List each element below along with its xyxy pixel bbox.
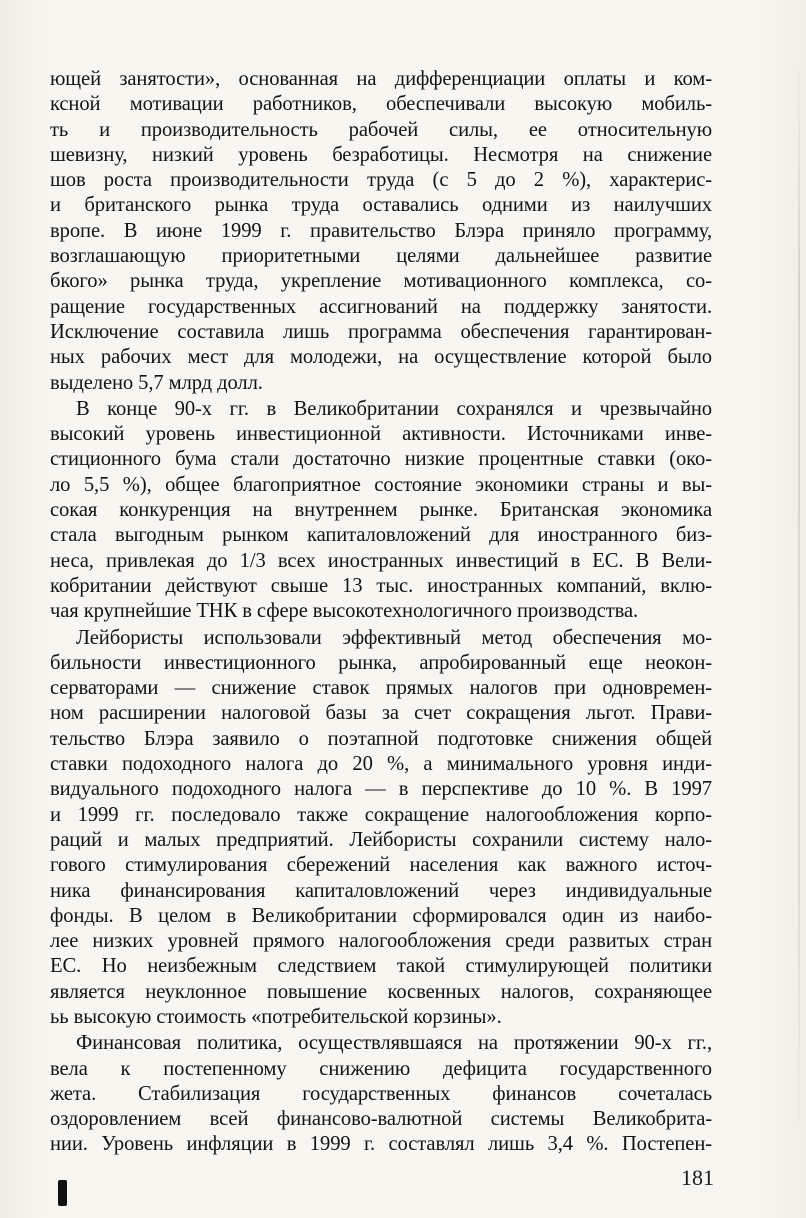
- page-number: 181: [681, 1165, 714, 1190]
- paragraph-labor-market: [50, 67, 712, 396]
- text-line: и 1999 гг. последовало также сокращение налогообложения корпо-: [50, 803, 712, 826]
- text-line: В конце 90-х гг. в Великобритании сохранялся и чрезвычайно: [76, 397, 712, 420]
- text-line: Исключение составила лишь программа обеспечения гарантирован-: [50, 320, 712, 343]
- text-line: ЕС. Но неизбежным следствием такой стимулирующей политики: [50, 955, 712, 978]
- text-line: ьь высокую стоимость «потребительской корзины».: [50, 1005, 502, 1028]
- text-line: тельство Блэра заявило о поэтапной подготовке снижения общей: [50, 727, 712, 750]
- text-line: шевизну, низкий уровень безработицы. Несмотря на снижение: [50, 143, 712, 166]
- text-line: видуального подоходного налога — в перспективе до 10 %. В 1997: [50, 778, 712, 801]
- text-line: нии. Уровень инфляции в 1999 г. составлял лишь 3,4 %. Постепен-: [50, 1133, 712, 1156]
- text-line: стиционного бума стали достаточно низкие процентные ставки (око-: [50, 448, 712, 471]
- text-line: серваторами — снижение ставок прямых налогов при одновремен-: [50, 677, 712, 700]
- text-line: вела к постепенному снижению дефицита государственного: [50, 1057, 712, 1080]
- text-line: оздоровлением всей финансово-валютной системы Великобрита-: [50, 1108, 712, 1131]
- text-line: вропе. В июне 1999 г. правительство Блэра приняло программу,: [50, 219, 712, 242]
- text-line: ло 5,5 %), общее благоприятное состояние экономики страны и вы-: [50, 473, 712, 496]
- text-line: раций и малых предприятий. Лейбористы сохранили систему нало-: [50, 828, 712, 851]
- text-line: кобритании действуют свыше 13 тыс. иностранных компаний, вклю-: [50, 574, 712, 597]
- text-line: лее низких уровней прямого налогообложения среди развитых стран: [50, 930, 712, 953]
- text-line: является неуклонное повышение косвенных налогов, сохраняющее: [50, 980, 712, 1003]
- text-line: ника финансирования капиталовложений через индивидуальные: [50, 879, 712, 902]
- text-line: стала выгодным рынком капиталовложений для иностранного биз-: [50, 524, 712, 547]
- page-edge-shadow: [798, 60, 800, 1140]
- text-line: бильности инвестиционного рынка, апробированный еще неокон-: [50, 651, 712, 674]
- scan-mark: [58, 1180, 67, 1206]
- text-line: ть и производительность рабочей силы, ее относительную: [50, 118, 712, 141]
- text-line: шов роста производительности труда (с 5 до 2 %), характерис-: [50, 169, 712, 192]
- text-line: ксной мотивации работников, обеспечивали высокую мобиль-: [50, 93, 712, 116]
- text-line: возглашающую приоритетными целями дальнейшее развитие: [50, 245, 712, 268]
- text-line: бкого» рынка труда, укрепление мотивационного комплекса, со-: [50, 270, 712, 293]
- text-line: и британского рынка труда оставались одними из наилучших: [50, 194, 712, 217]
- text-line: высокий уровень инвестиционной активности. Источниками инве-: [50, 423, 712, 446]
- text-line: ращение государственных ассигнований на поддержку занятости.: [50, 295, 712, 318]
- text-line: жета. Стабилизация государственных финансов сочеталась: [50, 1082, 712, 1105]
- text-line: неса, привлекая до 1/3 всех иностранных инвестиций в ЕС. В Вели-: [50, 549, 712, 572]
- paragraph-investment: [50, 397, 712, 625]
- body-text: [50, 67, 712, 1158]
- text-line: выделено 5,7 млрд долл.: [50, 371, 263, 394]
- text-line: ных рабочих мест для молодежи, на осуществление которой было: [50, 346, 712, 369]
- text-line: Лейбористы использовали эффективный метод обеспечения мо-: [76, 626, 712, 649]
- paragraph-tax-policy: [50, 626, 712, 1031]
- text-line: ставки подоходного налога до 20 %, а минимального уровня инди-: [50, 753, 712, 776]
- paragraph-financial-policy: [50, 1031, 712, 1157]
- text-line: ном расширении налоговой базы за счет сокращения льгот. Прави-: [50, 702, 712, 725]
- text-line: гового стимулирования сбережений населения как важного источ-: [50, 854, 712, 877]
- text-line: Финансовая политика, осуществлявшаяся на протяжении 90-х гг.,: [76, 1032, 712, 1055]
- text-line: чая крупнейшие ТНК в сфере высокотехнологичного производства.: [50, 600, 639, 623]
- text-line: сокая конкуренция на внутреннем рынке. Британская экономика: [50, 499, 712, 522]
- text-line: фонды. В целом в Великобритании сформировался один из наибо-: [50, 904, 712, 927]
- text-line: ющей занятости», основанная на дифференциации оплаты и ком-: [50, 68, 712, 90]
